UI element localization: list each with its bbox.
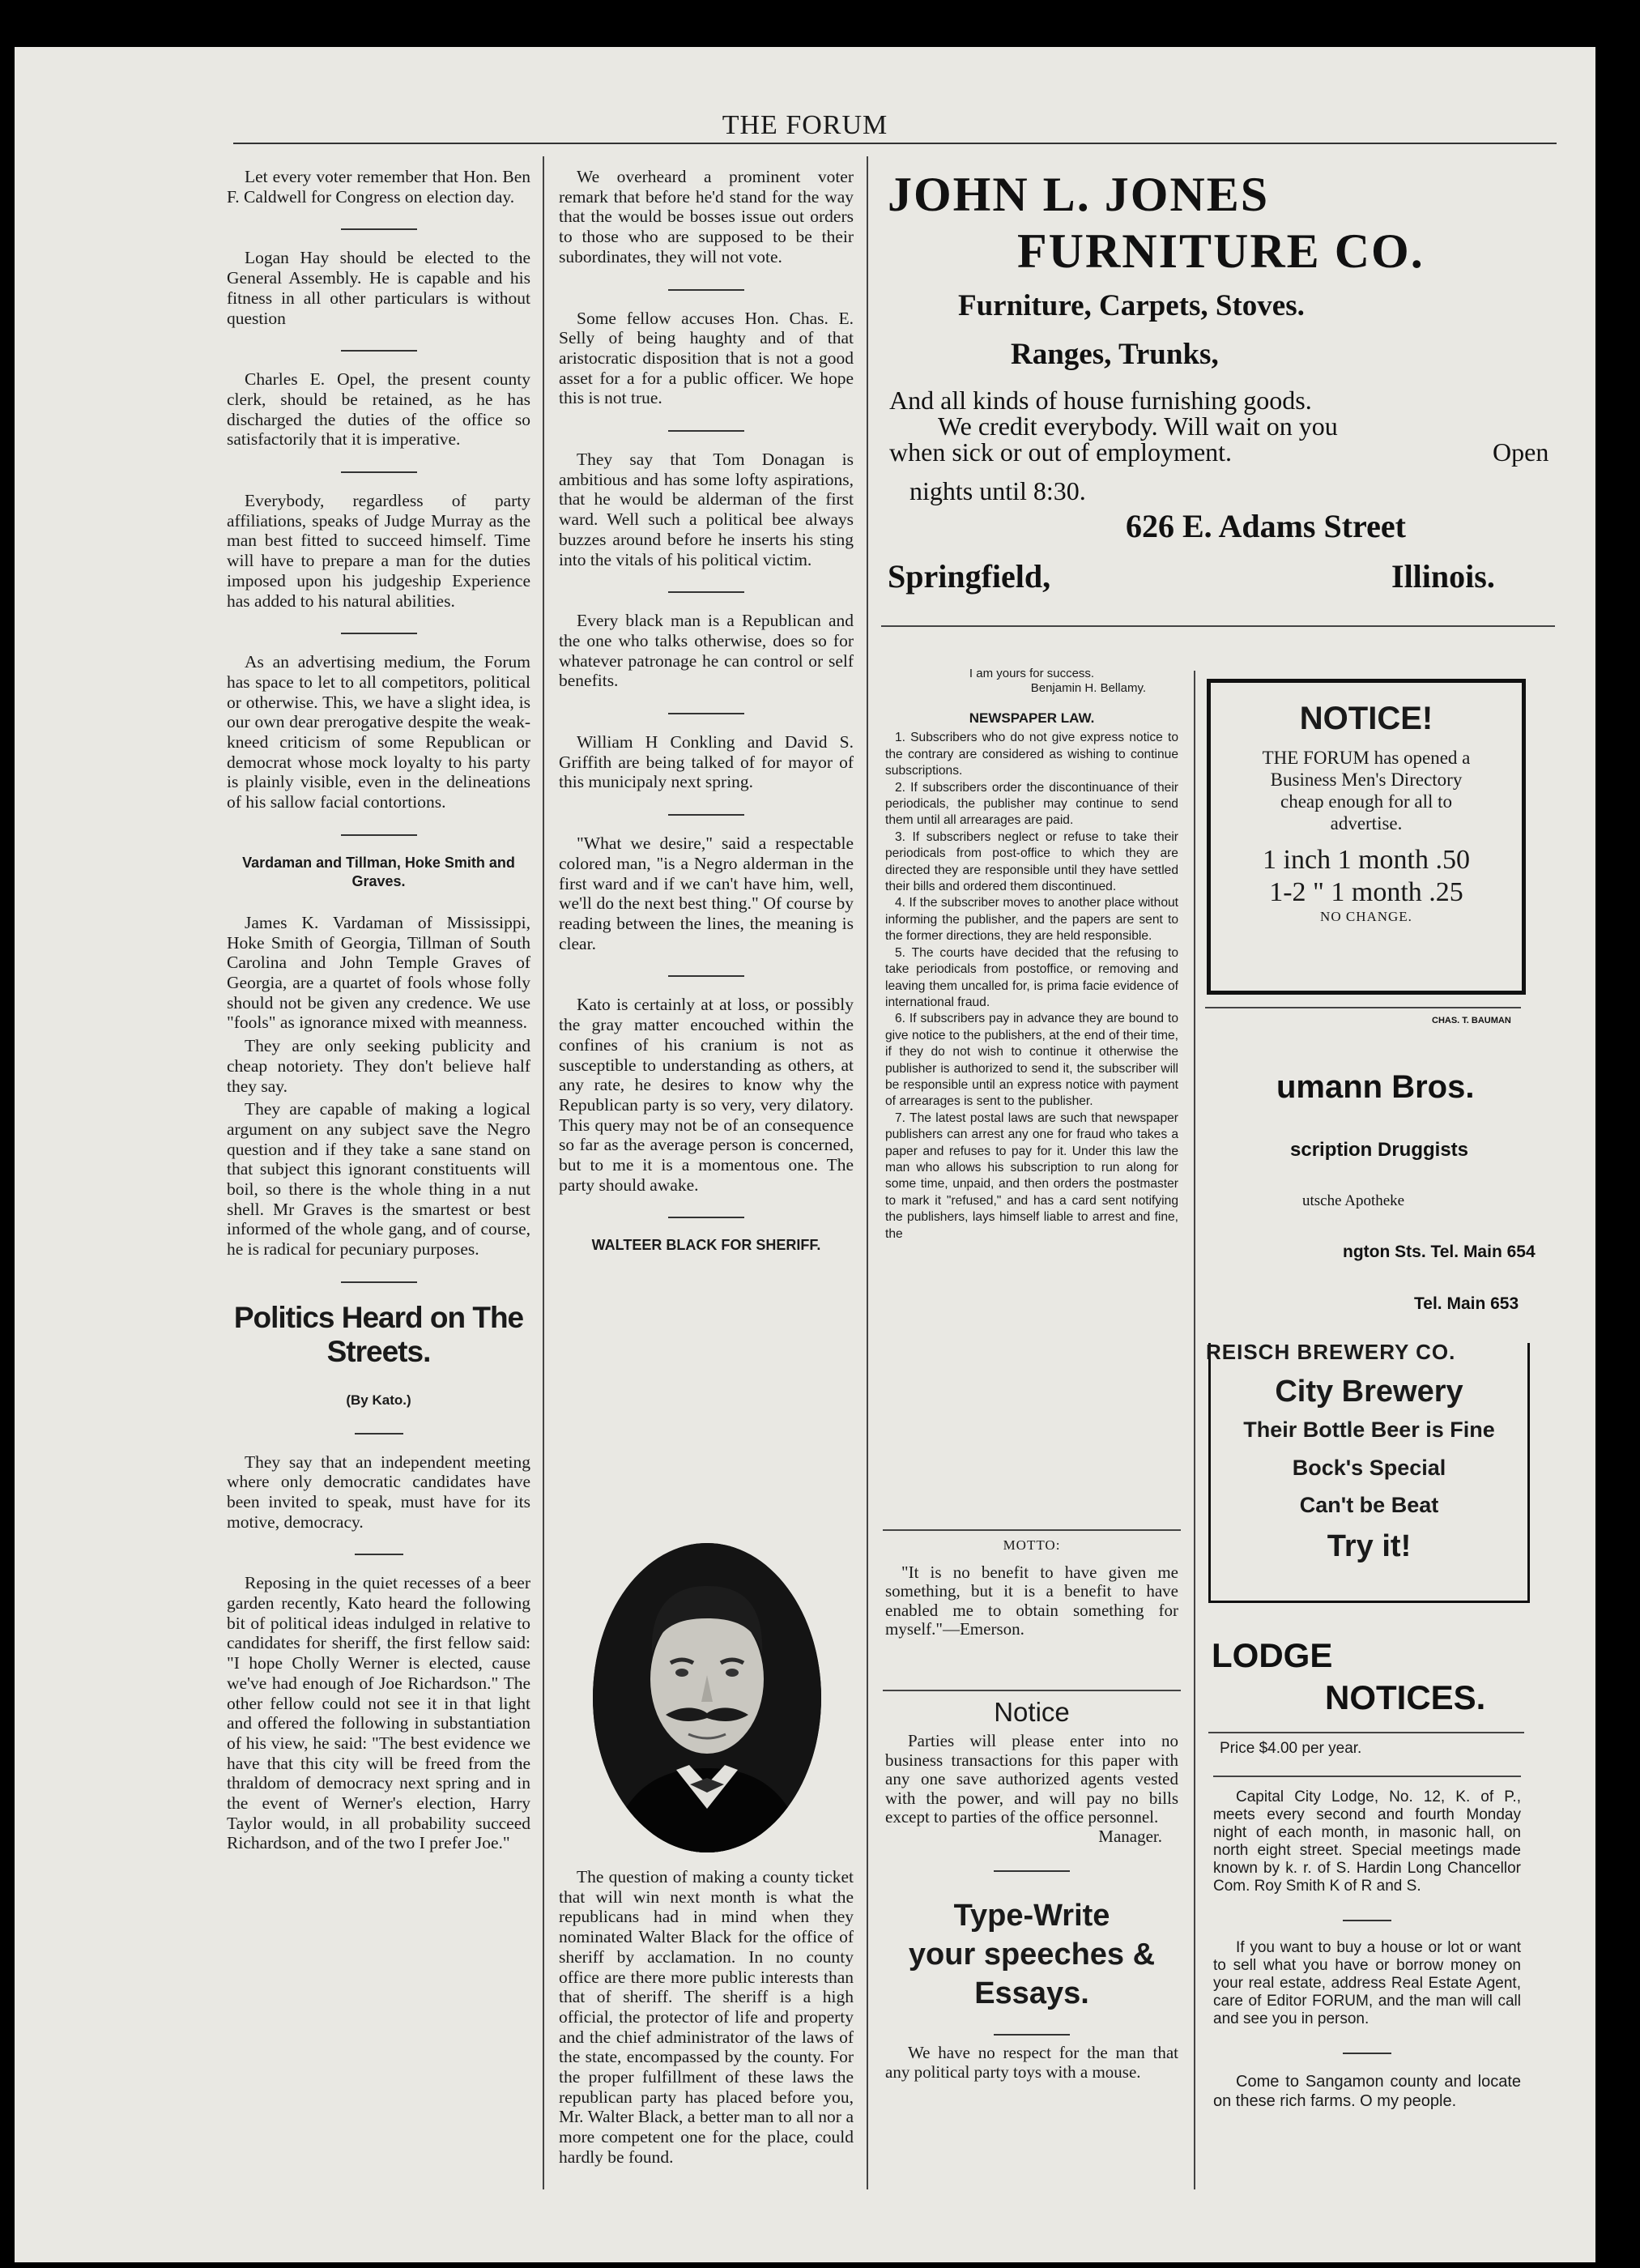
column-4-lower	[1213, 1740, 1521, 2133]
divider	[341, 633, 417, 634]
column-rule	[543, 156, 544, 2189]
bauman-address: ngton Sts. Tel. Main 654	[1343, 1243, 1536, 1261]
headline-vardaman: Vardaman and Tillman, Hoke Smith and Graves.	[242, 854, 515, 889]
jones-line8: nights until 8:30.	[909, 476, 1086, 505]
article-advertising: As an advertising medium, the Forum has space to let to all competitors, political or otherwise. This, we have a slight idea, is our own dear prerogative despite the weak-kneed criticism of some Republican or democrat whose mock loyalty to his party is plainly visible, even in the delineations of his sallow facial contortions.	[227, 652, 530, 812]
lodge-rule	[1208, 1732, 1524, 1733]
article-alderman: "What we desire," said a respectable colored man, "is a Negro alderman in the first ward and if we can't have him, well, we'll do the next best thing." Of course by reading between the lines, the meaning is clear.	[559, 833, 854, 953]
jones-company: FURNITURE CO.	[1017, 224, 1425, 278]
bauman-phone: Tel. Main 653	[1414, 1294, 1519, 1313]
jones-line7: when sick or out of employment.	[889, 437, 1233, 467]
motto-heading: MOTTO:	[1003, 1537, 1061, 1553]
article-beer-garden: Reposing in the quiet recesses of a beer garden recently, Kato heard the following bit of political ideas indulged in relative to candidates for sheriff, the first fellow said: "I hope Cholly Werner is elected, cause we've had enough of Joe Richardson." The other fellow could not see it in that light and offered the following in substantiation of his view, he said: "The best evidence we have that this city will be freed from the thraldom of democracy next spring and in the event of Werner's election, Harry Taylor would, in all probability succeed Richardson, and of the two I prefer Joe."	[227, 1573, 530, 1853]
masthead-rule	[233, 143, 1557, 144]
masthead: THE FORUM	[722, 110, 888, 140]
divider	[1343, 2053, 1391, 2054]
article-publicity: They are only seeking publicity and cheap notoriety. They don't believe half they say.	[227, 1036, 530, 1096]
jones-city: Springfield,	[888, 558, 1051, 595]
column-3	[885, 667, 1178, 1243]
article-walter-black: The question of making a county ticket that will win next month is what the republicans had in mind when they nominated Walter Black for the office of sheriff by acclamation. In no county office are there more public interests than that of sheriff. The sheriff is a high official, the protector of life and property and the chief administrator of the laws of the state, encompassed by the county. For the proper fulfillment of these laws the republican party has placed before you, Mr. Walter Black, a better man to all nor a more competent one for the place, could hardly be found.	[559, 1867, 854, 2167]
ad-rule	[881, 625, 1555, 627]
jones-line5: And all kinds of house furnishing goods.	[889, 386, 1312, 415]
column-rule	[1194, 671, 1195, 2189]
lodge-capital-city: Capital City Lodge, No. 12, K. of P., meets every second and fourth Monday night of each month, in masonic hall, on north eight street. Special meetings made known by k. r. of S. Hardin Long Chancellor Com. Roy Smith K of R and S.	[1213, 1788, 1521, 1895]
column-2-lower	[559, 1867, 854, 2189]
article-hay: Logan Hay should be elected to the General Assembly. He is capable and his fitness in all other particulars is without question	[227, 248, 530, 328]
typewrite-line2: your speeches &	[908, 1938, 1156, 1972]
divider	[355, 1433, 403, 1435]
divider	[668, 814, 744, 816]
divider	[341, 228, 417, 230]
bellamy-line2: Benjamin H. Bellamy.	[1030, 681, 1146, 695]
divider	[341, 1281, 417, 1283]
notice-rule	[883, 1690, 1181, 1691]
bauman-small: CHAS. T. BAUMAN	[1432, 1016, 1511, 1025]
jones-address: 626 E. Adams Street	[1126, 508, 1406, 544]
brewery-line2: Their Bottle Beer is Fine	[1243, 1418, 1495, 1442]
divider	[668, 713, 744, 714]
no-change: NO CHANGE.	[1320, 909, 1412, 924]
divider	[341, 350, 417, 352]
notice-block	[885, 1696, 1178, 2082]
jones-open: Open	[1493, 437, 1549, 467]
bauman-druggists: scription Druggists	[1290, 1139, 1469, 1161]
directory-notice-heading: NOTICE!	[1299, 701, 1433, 736]
law-7: 7. The latest postal laws are such that newspaper publishers can arrest any one for fraud who takes a paper and refuses to pay for it. Under this law the man who allows his subscription to run along for some time, unpaid, and then orders the postmaster to mark it "refused," and has a card sent notifying the publishers, lays himself liable to arrest and fine, the	[885, 1111, 1178, 1241]
newspaper-law-heading: NEWSPAPER LAW.	[969, 710, 1095, 726]
article-vardaman: James K. Vardaman of Mississippi, Hoke Smith of Georgia, Tillman of South Carolina and John Temple Graves of Georgia, are a quartet of fools whose folly should not be given any credence. We use "fools" as ignorance mixed with meanness.	[227, 912, 530, 1033]
brewery-line3: Bock's Special	[1292, 1456, 1446, 1480]
bauman-apotheke: utsche Apotheke	[1302, 1192, 1405, 1209]
article-independent-meeting: They say that an independent meeting where only democratic candidates have been invited to speak, must have for its motive, democracy.	[227, 1452, 530, 1532]
price-line: Price $4.00 per year.	[1220, 1740, 1362, 1757]
divider	[668, 975, 744, 977]
law-1: 1. Subscribers who do not give express notice to the contrary are considered as wishing to continue subscriptions.	[885, 731, 1178, 778]
divider	[341, 834, 417, 836]
byline-kato: (By Kato.)	[346, 1392, 411, 1408]
newspaper-page	[15, 47, 1595, 2262]
typewrite-line1: Type-Write	[953, 1899, 1110, 1933]
motto-block	[885, 1536, 1178, 1648]
rate-line2: 1-2 " 1 month .25	[1269, 877, 1463, 907]
divider	[668, 430, 744, 432]
rate-line1: 1 inch 1 month .50	[1263, 845, 1470, 875]
brewery-line1: City Brewery	[1275, 1375, 1463, 1409]
directory-line2: Business Men's Directory	[1270, 770, 1463, 790]
divider	[668, 591, 744, 593]
law-3: 3. If subscribers neglect or refuse to take their periodicals from post-office to which they are directed they are responsible until they have settled their bills and ordered them discontinued.	[885, 829, 1178, 894]
brewery-heading: REISCH BREWERY CO.	[1206, 1340, 1456, 1364]
directory-line1: THE FORUM has opened a	[1262, 748, 1471, 768]
real-estate-notice: If you want to buy a house or lot or want to sell what you have or borrow money on your real estate, address Real Estate Agent, care of Editor FORUM, and the man will call and see you in person.	[1213, 1939, 1521, 2027]
headline-politics: Politics Heard on The Streets.	[233, 1300, 524, 1368]
divider	[668, 1217, 744, 1218]
notice-heading: Notice	[994, 1697, 1070, 1727]
jones-line6: We credit everybody. Will wait on you	[938, 411, 1338, 441]
bellamy-line1: I am yours for success.	[969, 667, 1095, 680]
headline-sheriff: WALTEER BLACK FOR SHERIFF.	[591, 1237, 821, 1254]
divider	[994, 2034, 1070, 2036]
directory-notice-box	[1207, 679, 1526, 995]
law-5: 5. The courts have decided that the refusing to take periodicals from postoffice, or removing and leaving them uncalled for, is prima facie evidence of international fraud.	[885, 945, 1178, 1009]
directory-line4: advertise.	[1330, 813, 1403, 833]
article-caldwell: Let every voter remember that Hon. Ben F. Caldwell for Congress on election day.	[227, 167, 530, 207]
article-black-republican: Every black man is a Republican and the one who talks otherwise, does so for whatever patronage he can control or self benefits.	[559, 611, 854, 691]
article-kato-loss: Kato is certainly at at loss, or possibly the gray matter encouched within the confines of his cranium is not as susceptible to understanding as others, at any rate, he desires to know why the Republican party is so very, very dilatory. This query may not be of an consequence so far as the average person is concerned, but to me it is a momentous one. The party should awake.	[559, 995, 854, 1195]
directory-line3: cheap enough for all to	[1280, 791, 1453, 812]
price-rule	[1213, 1776, 1521, 1777]
law-6: 6. If subscribers pay in advance they are bound to give notice to the publishers, at the end of their time, if they do not wish to continue it otherwise the publisher is authorized to send it, the subscriber will be responsible until an express notice with payment of arrearages is sent to the publisher.	[885, 1012, 1178, 1109]
brewery-box	[1206, 1340, 1530, 1603]
divider	[994, 1870, 1070, 1872]
notice-manager: Manager.	[1098, 1826, 1162, 1846]
typewrite-line3: Essays.	[974, 1976, 1089, 2010]
jones-state: Illinois.	[1391, 558, 1495, 595]
notice-text: Parties will please enter into no business transactions for this paper with any one save authorized agents vested with the power, and will pay no bills except to parties of the office personnel.	[885, 1731, 1178, 1827]
column-2	[559, 167, 854, 1277]
motto-text: "It is no benefit to have given me something, but it is a benefit to have enabled me to obtain something for myself."—Emerson.	[885, 1562, 1178, 1639]
jones-line3: Furniture, Carpets, Stoves.	[958, 289, 1305, 322]
divider	[668, 289, 744, 291]
article-opel: Charles E. Opel, the present county clerk, should be retained, as he has discharged the duties of the office so satisfactorily that it is imperative.	[227, 369, 530, 450]
article-graves: They are capable of making a logical argument on any subject save the Negro question and if they take a sane stand on that subject this ignorant constituents will boil, so there is the whole thing in a nut shell. Mr Graves is the smartest or best informed of the whole gang, and of course, he is radical for pecuniary purposes.	[227, 1099, 530, 1260]
article-conkling: William H Conkling and David S. Griffith are being talked of for mayor of this municipaly next spring.	[559, 732, 854, 792]
article-murray: Everybody, regardless of party affiliations, speaks of Judge Murray as the man best fitted to succeed himself. Time will have to prepare a man for the duties imposed upon his judgeship Experience has added to his natural abilities.	[227, 491, 530, 611]
bauman-rule-top	[1205, 1007, 1521, 1008]
law-2: 2. If subscribers order the discontinuance of their periodicals, the publisher may continue to send them until all arrearages are paid.	[885, 780, 1178, 828]
divider	[341, 471, 417, 473]
portrait-icon	[591, 1541, 823, 1854]
column-1	[227, 167, 530, 1875]
law-4: 4. If the subscriber moves to another place without informing the publisher, and the papers are sent to the former directions, they are held responsible.	[885, 896, 1178, 944]
article-selly: Some fellow accuses Hon. Chas. E. Selly of being haughty and of that aristocratic disposition that is not a good asset for a for a public officer. We hope this is not true.	[559, 308, 854, 408]
article-prominent-voter: We overheard a prominent voter remark that before he'd stand for the way that the would be bosses issue out orders to those who are supposed to be their subordinates, they will not vote.	[559, 167, 854, 266]
article-respect: We have no respect for the man that any political party toys with a mouse.	[885, 2043, 1178, 2082]
motto-rule	[883, 1529, 1181, 1531]
article-donagan: They say that Tom Donagan is ambitious and has some lofty aspirations, that he would be alderman of the first ward. Well such a political bee always buzzes around before he inserts his sting into the vitals of his political victim.	[559, 450, 854, 569]
column-rule	[867, 156, 868, 2189]
divider	[1343, 1920, 1391, 1921]
brewery-line5: Try it!	[1327, 1529, 1412, 1563]
lodge-heading-1: LODGE	[1212, 1636, 1333, 1674]
bauman-heading: umann Bros.	[1276, 1069, 1475, 1105]
brewery-line4: Can't be Beat	[1299, 1493, 1439, 1517]
jones-name: JOHN L. JONES	[888, 168, 1270, 221]
divider	[355, 1554, 403, 1555]
sangamon-notice: Come to Sangamon county and locate on these rich farms. O my people.	[1213, 2073, 1521, 2110]
jones-line4: Ranges, Trunks,	[1011, 338, 1219, 371]
lodge-heading-2: NOTICES.	[1325, 1678, 1486, 1716]
